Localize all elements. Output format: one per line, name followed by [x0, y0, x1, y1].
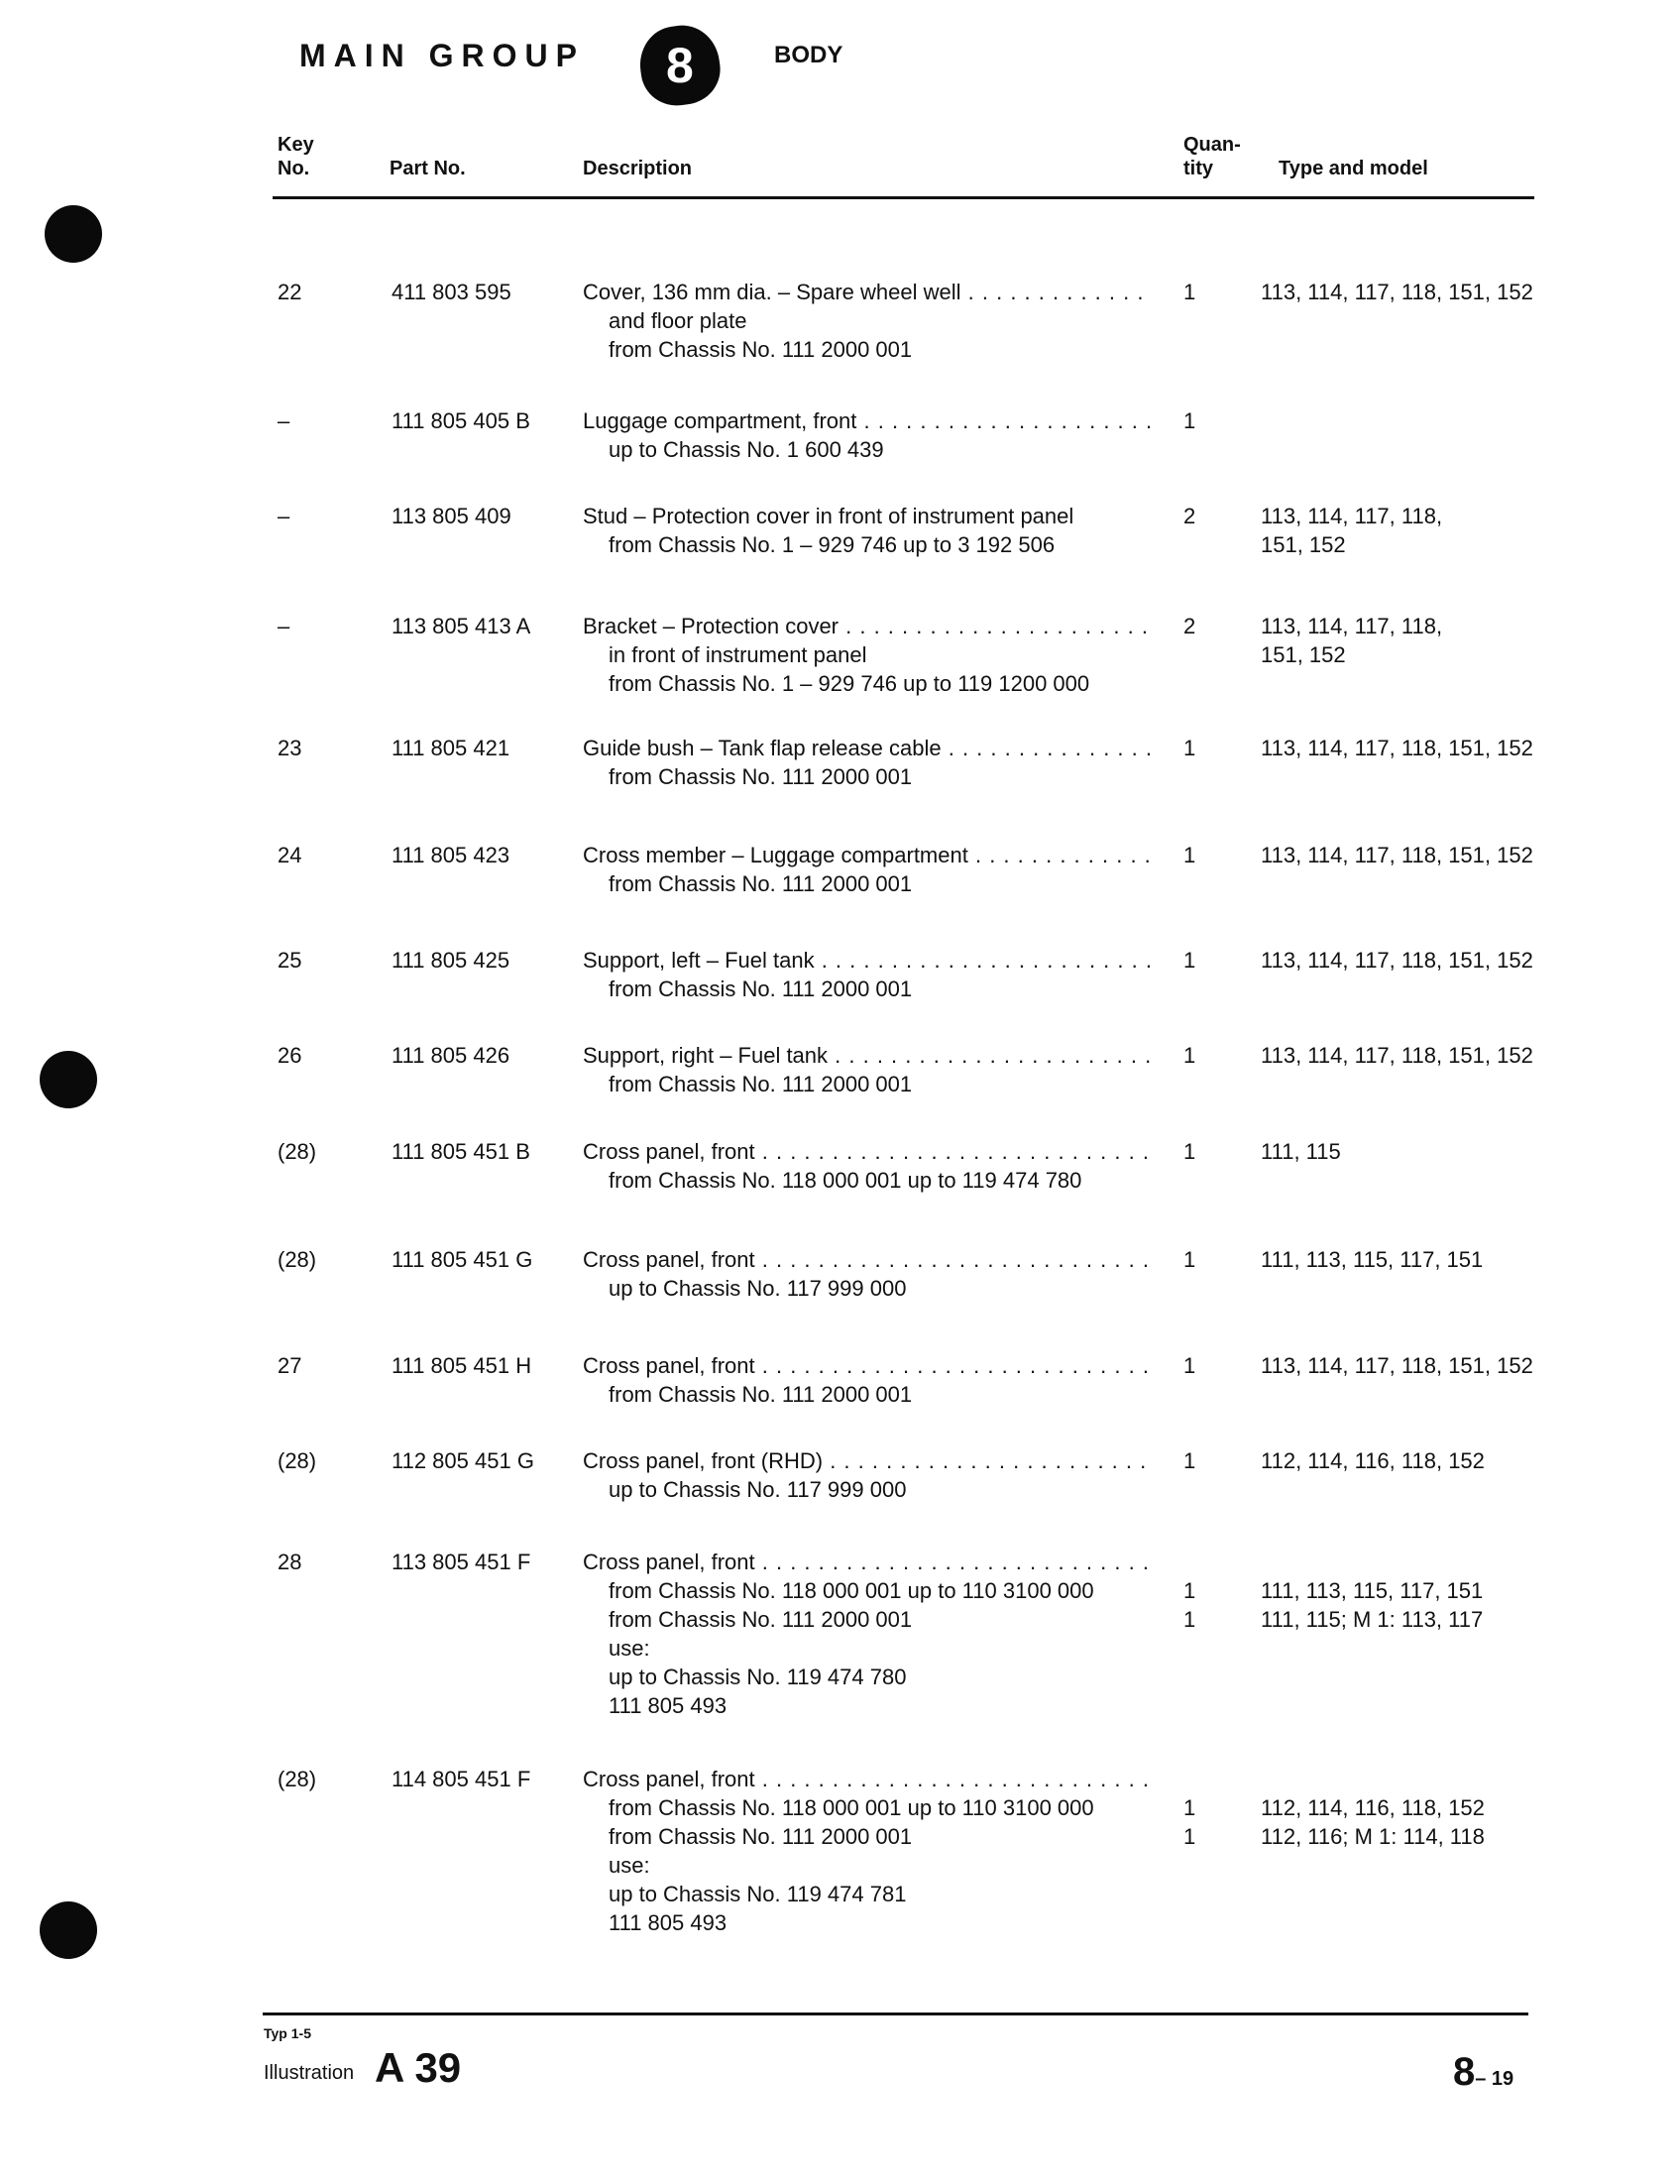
- quantity: [1183, 406, 1195, 435]
- description-line: Cross panel, front . . .: [583, 1765, 1153, 1793]
- type-model: [1261, 841, 1533, 869]
- key-number: (28): [278, 1448, 317, 1473]
- column-header-description: Description: [583, 158, 693, 179]
- quantity-value: 1: [1183, 736, 1196, 760]
- type-model: [1261, 1548, 1483, 1634]
- quantity: [1183, 946, 1195, 975]
- type-model: [1261, 1351, 1533, 1380]
- page-number: [1453, 2050, 1513, 2095]
- key-number: (28): [278, 1247, 317, 1272]
- description-line: from Chassis No. 118 000 001 up to 119 474 780: [609, 1168, 1082, 1193]
- description-line: from Chassis No. 1 – 929 746 up to 119 1200 000: [609, 671, 1090, 696]
- quantity-value: 2: [1183, 614, 1196, 638]
- quantity-value: 1: [1183, 1043, 1196, 1068]
- type-model-value: 151, 152: [1261, 642, 1346, 667]
- quantity: [1183, 734, 1195, 762]
- type-model-value: 112, 116; M 1: 114, 118: [1261, 1824, 1485, 1849]
- quantity-value: 1: [1183, 1607, 1196, 1632]
- part-number: 111 805 405 B: [392, 408, 530, 433]
- header-rule: [273, 196, 1534, 199]
- part-number: 112 805 451 G: [392, 1448, 534, 1473]
- key-number: 27: [278, 1353, 302, 1378]
- part-number: 111 805 451 H: [392, 1353, 532, 1378]
- key-number: 22: [278, 280, 302, 304]
- key-number: –: [278, 614, 290, 638]
- type-model: [1261, 1041, 1533, 1070]
- description-line: Cross panel, front . . .: [583, 1351, 1153, 1380]
- quantity-value: 1: [1183, 280, 1196, 304]
- key-number: 24: [278, 843, 302, 867]
- type-model-value: 112, 114, 116, 118, 152: [1261, 1448, 1485, 1473]
- part-number: 111 805 451 G: [392, 1247, 533, 1272]
- type-model-value: 111, 115: [1261, 1139, 1341, 1164]
- footer-rule: [263, 2012, 1528, 2015]
- description-line: Support, left – Fuel tank . . .: [583, 946, 1153, 975]
- group-number: 8: [666, 38, 694, 93]
- key-number: 23: [278, 736, 302, 760]
- description-line: in front of instrument panel: [609, 642, 867, 667]
- type-model-value: 113, 114, 117, 118, 151, 152: [1261, 948, 1533, 973]
- type-model-value: [1261, 1765, 1485, 1793]
- description-line: from Chassis No. 111 2000 001: [609, 977, 913, 1001]
- part-number: 113 805 409: [392, 504, 511, 528]
- part-number: 111 805 421: [392, 736, 510, 760]
- description: [583, 841, 1153, 898]
- quantity-value: 1: [1183, 1795, 1196, 1820]
- column-header-quantity: [1183, 133, 1241, 180]
- page-number-sub: – 19: [1475, 2068, 1514, 2090]
- page-number-main: 8: [1453, 2050, 1476, 2094]
- description-line: up to Chassis No. 1 600 439: [609, 437, 884, 462]
- description: [583, 1548, 1153, 1720]
- description-line: up to Chassis No. 119 474 780: [609, 1665, 907, 1689]
- description-line: use:: [609, 1636, 650, 1661]
- description-line: from Chassis No. 111 2000 001: [609, 1607, 913, 1632]
- description-line: Cross panel, front . . .: [583, 1548, 1153, 1576]
- type-model: [1261, 1245, 1483, 1274]
- part-number: 111 805 426: [392, 1043, 510, 1068]
- type-model-value: 113, 114, 117, 118, 151, 152: [1261, 736, 1533, 760]
- part-number: 113 805 451 F: [392, 1550, 531, 1574]
- description-line: Cross panel, front . . .: [583, 1245, 1153, 1274]
- part-number: 113 805 413 A: [392, 614, 531, 638]
- quantity-value: 1: [1183, 1448, 1196, 1473]
- description: [583, 1765, 1153, 1937]
- quantity: [1183, 1041, 1195, 1070]
- part-number: 411 803 595: [392, 280, 511, 304]
- quantity: [1183, 1446, 1195, 1475]
- description-line: from Chassis No. 111 2000 001: [609, 337, 913, 362]
- type-model: [1261, 1137, 1341, 1166]
- description-line: up to Chassis No. 117 999 000: [609, 1276, 907, 1301]
- quantity-value: 1: [1183, 1353, 1196, 1378]
- column-header-qty-line2: tity: [1183, 158, 1213, 179]
- type-model-value: 113, 114, 117, 118,: [1261, 504, 1443, 528]
- description-line: use:: [609, 1853, 650, 1878]
- quantity-value: 1: [1183, 408, 1196, 433]
- description-line: from Chassis No. 111 2000 001: [609, 764, 913, 789]
- binder-hole-bottom: [40, 1901, 97, 1959]
- quantity: [1183, 1765, 1195, 1851]
- description-line: from Chassis No. 1 – 929 746 up to 3 192 506: [609, 532, 1056, 557]
- quantity: [1183, 612, 1195, 640]
- quantity: [1183, 1137, 1195, 1166]
- type-range-label: Typ 1-5: [264, 2025, 311, 2041]
- part-number: 111 805 423: [392, 843, 510, 867]
- part-number: 111 805 425: [392, 948, 510, 973]
- description-line: up to Chassis No. 117 999 000: [609, 1477, 907, 1502]
- column-header-key: [278, 133, 314, 180]
- quantity: [1183, 278, 1195, 306]
- column-header-key-line2: No.: [278, 158, 310, 179]
- type-model-value: 113, 114, 117, 118, 151, 152: [1261, 280, 1533, 304]
- description: [583, 734, 1153, 791]
- quantity-value: [1183, 1548, 1195, 1576]
- type-model-value: 111, 115; M 1: 113, 117: [1261, 1607, 1484, 1632]
- type-model-value: 111, 113, 115, 117, 151: [1261, 1247, 1484, 1272]
- description-line: from Chassis No. 111 2000 001: [609, 1072, 913, 1096]
- quantity-value: 1: [1183, 1139, 1196, 1164]
- type-model-value: 113, 114, 117, 118, 151, 152: [1261, 843, 1533, 867]
- description-line: Cross member – Luggage compartment . . .: [583, 841, 1153, 869]
- column-header-type: Type and model: [1279, 158, 1428, 179]
- part-number: 114 805 451 F: [392, 1767, 531, 1791]
- part-number: 111 805 451 B: [392, 1139, 530, 1164]
- column-header-key-line1: Key: [278, 134, 314, 156]
- description-line: Cross panel, front . . .: [583, 1137, 1153, 1166]
- quantity: [1183, 1548, 1195, 1634]
- quantity: [1183, 1245, 1195, 1274]
- description: [583, 1351, 1153, 1409]
- key-number: 25: [278, 948, 302, 973]
- description-line: 111 805 493: [609, 1693, 728, 1718]
- description-line: and floor plate: [609, 308, 747, 333]
- description-line: from Chassis No. 111 2000 001: [609, 1824, 913, 1849]
- quantity-value: 1: [1183, 843, 1196, 867]
- quantity-value: [1183, 1765, 1195, 1793]
- type-model-value: 112, 114, 116, 118, 152: [1261, 1795, 1485, 1820]
- description: [583, 946, 1153, 1003]
- type-model-value: 111, 113, 115, 117, 151: [1261, 1578, 1484, 1603]
- quantity-value: 1: [1183, 1247, 1196, 1272]
- quantity-value: 1: [1183, 948, 1196, 973]
- type-model-value: [1261, 1548, 1483, 1576]
- type-model: [1261, 734, 1533, 762]
- description: [583, 1245, 1153, 1303]
- type-model-value: 113, 114, 117, 118,: [1261, 614, 1443, 638]
- key-number: (28): [278, 1767, 317, 1791]
- binder-hole-top: [45, 205, 102, 263]
- description-line: Guide bush – Tank flap release cable . . .: [583, 734, 1153, 762]
- quantity: [1183, 841, 1195, 869]
- main-group-label: MAIN GROUP: [299, 38, 585, 73]
- description-line: Luggage compartment, front . . .: [583, 406, 1153, 435]
- type-model: [1261, 502, 1442, 559]
- quantity-value: 2: [1183, 504, 1196, 528]
- type-model-value: 113, 114, 117, 118, 151, 152: [1261, 1353, 1533, 1378]
- type-model: [1261, 1765, 1485, 1851]
- description-line: from Chassis No. 111 2000 001: [609, 1382, 913, 1407]
- description-line: 111 805 493: [609, 1910, 728, 1935]
- description-line: Cover, 136 mm dia. – Spare wheel well . . .: [583, 278, 1153, 306]
- column-header-qty-line1: Quan-: [1183, 134, 1241, 156]
- quantity: [1183, 502, 1195, 530]
- illustration-number: A 39: [375, 2044, 462, 2091]
- description: [583, 612, 1153, 698]
- key-number: (28): [278, 1139, 317, 1164]
- description: [583, 406, 1153, 464]
- description-line: from Chassis No. 118 000 001 up to 110 3100 000: [609, 1795, 1094, 1820]
- section-title: BODY: [774, 42, 843, 68]
- key-number: 28: [278, 1550, 302, 1574]
- type-model: [1261, 278, 1533, 306]
- type-model: [1261, 946, 1533, 975]
- type-model: [1261, 612, 1442, 669]
- illustration-label: Illustration: [264, 2062, 355, 2084]
- quantity: [1183, 1351, 1195, 1380]
- type-model-value: 151, 152: [1261, 532, 1346, 557]
- description-line: Cross panel, front (RHD) . . .: [583, 1446, 1153, 1475]
- description-line: up to Chassis No. 119 474 781: [609, 1882, 907, 1906]
- description: [583, 1137, 1153, 1195]
- description-line: from Chassis No. 111 2000 001: [609, 871, 913, 896]
- description-line: from Chassis No. 118 000 001 up to 110 3100 000: [609, 1578, 1094, 1603]
- description-line: Support, right – Fuel tank . . .: [583, 1041, 1153, 1070]
- description: [583, 502, 1153, 559]
- binder-hole-middle: [40, 1051, 97, 1108]
- group-number-badge: [635, 21, 725, 110]
- quantity-value: 1: [1183, 1824, 1196, 1849]
- key-number: 26: [278, 1043, 302, 1068]
- column-header-part: Part No.: [390, 158, 466, 179]
- description-line: Stud – Protection cover in front of instrument panel: [583, 504, 1074, 528]
- description-line: Bracket – Protection cover . . .: [583, 612, 1153, 640]
- quantity-value: 1: [1183, 1578, 1196, 1603]
- type-model-value: 113, 114, 117, 118, 151, 152: [1261, 1043, 1533, 1068]
- description: [583, 1446, 1153, 1504]
- key-number: –: [278, 408, 290, 433]
- description: [583, 1041, 1153, 1098]
- type-model: [1261, 1446, 1485, 1475]
- key-number: –: [278, 504, 290, 528]
- description: [583, 278, 1153, 364]
